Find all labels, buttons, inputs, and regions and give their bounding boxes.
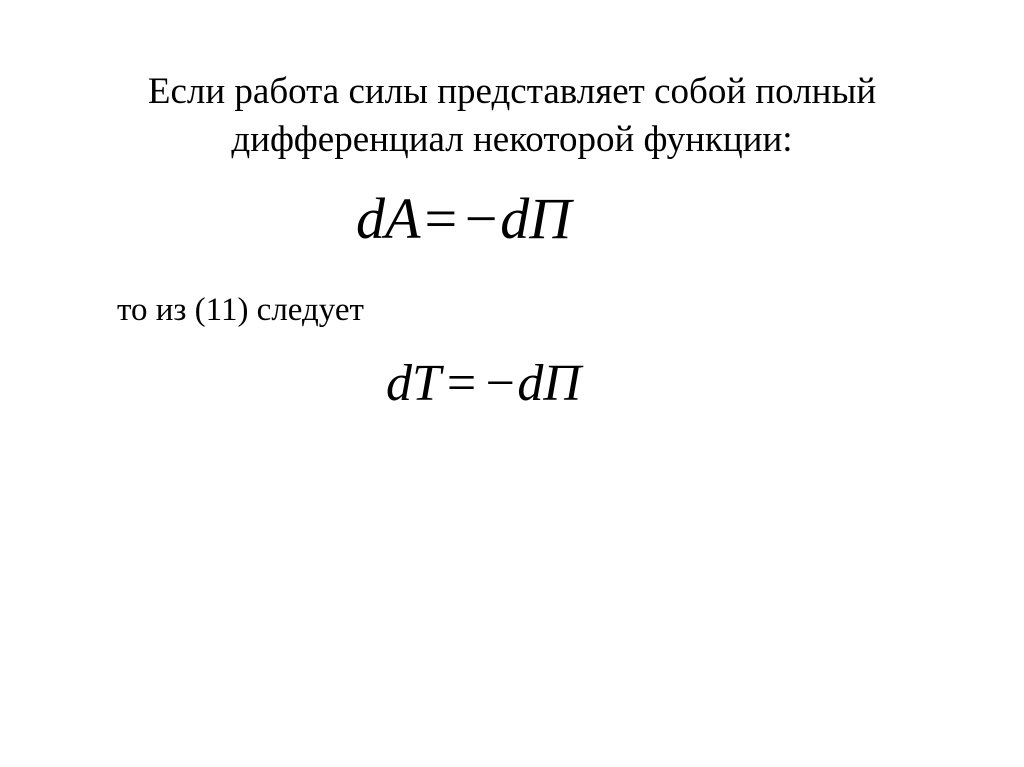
formula-1-rhs: −dП	[461, 186, 572, 251]
formula-1-equals: =	[424, 186, 458, 251]
formula-2-lhs: dT	[386, 355, 441, 412]
heading-line-1: Если работа силы представляет собой полный	[147, 71, 877, 112]
formula-2-rhs: −dП	[482, 355, 581, 412]
heading-line-2: дифференциал некоторой функции:	[231, 119, 793, 160]
paragraph-text: то из (11) следует	[117, 292, 364, 328]
formula-work-potential	[356, 186, 572, 251]
formula-1-lhs: dA	[356, 186, 421, 251]
formula-2-equals: =	[446, 355, 477, 412]
formula-kinetic-potential	[386, 355, 581, 412]
